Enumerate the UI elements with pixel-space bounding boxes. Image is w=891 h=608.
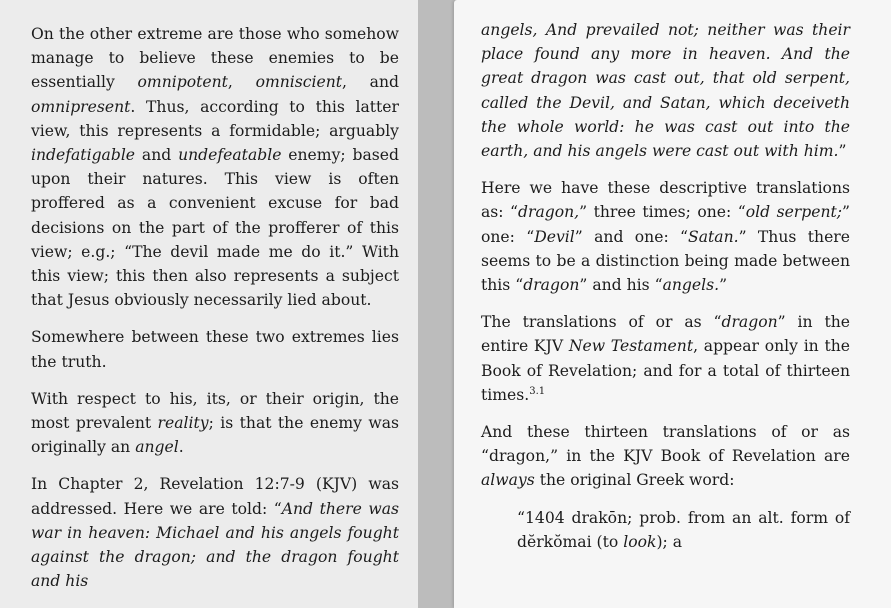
- paragraph-greek-word: And these thirteen translations of or as “dragon,” in the KJV Book of Revelation are always the original Greek word:: [481, 423, 850, 490]
- paragraph-truth: Somewhere between these two extremes lies the truth.: [31, 328, 399, 371]
- paragraph-quote-continued: angels, And prevailed not; neither was their place found any more in heaven. And the great dragon was cast out, that old serpent, called the Devil, and Satan, which deceiveth the whole world: he was cast out into the earth, and his angels were cast out with him.”: [481, 21, 850, 161]
- right-page: [454, 0, 891, 608]
- paragraph-descriptive-translations: Here we have these descriptive translations as: “dragon,” three times; one: “old serpent;” one: “Devil” and one: “Satan.” Thus there seems to be a distinction being made between this “dragon” and his “angels.”: [481, 179, 851, 295]
- page-gutter: [418, 0, 454, 608]
- footnote-ref[interactable]: 3.1: [529, 385, 546, 397]
- paragraph-extreme-view: On the other extreme are those who somehow manage to believe these enemies to be essentially omnipotent, omniscient, and omnipresent. Thus, according to this latter view, this represents a formidable; arguably indefatigable and undefeatable enemy; based upon their natures. This view is often proffered as a convenient excuse for bad decisions on the part of the profferer of this view; e.g.; “The devil made me do it.” With this view; this then also represents a subject that Jesus obviously necessarily lied about.: [31, 25, 399, 310]
- strongs-definition: “1404 drakōn; prob. from an alt. form of dĕrkŏmai (to look); a: [517, 508, 850, 551]
- paragraph-chapter-2: In Chapter 2, Revelation 12:7-9 (KJV) was addressed. Here we are told: “And there was war in heaven: Michael and his angels fought against the dragon; and the dragon fought and his: [31, 475, 399, 591]
- paragraph-origin: With respect to his, its, or their origin, the most prevalent reality; is that the enemy was originally an angel.: [31, 389, 399, 457]
- paragraph-dragon-count: The translations of or as “dragon” in the entire KJV New Testament, appear only in the Book of Revelation; and for a total of thirteen times.$^{3.1}$: [481, 313, 850, 404]
- left-page: [0, 0, 418, 608]
